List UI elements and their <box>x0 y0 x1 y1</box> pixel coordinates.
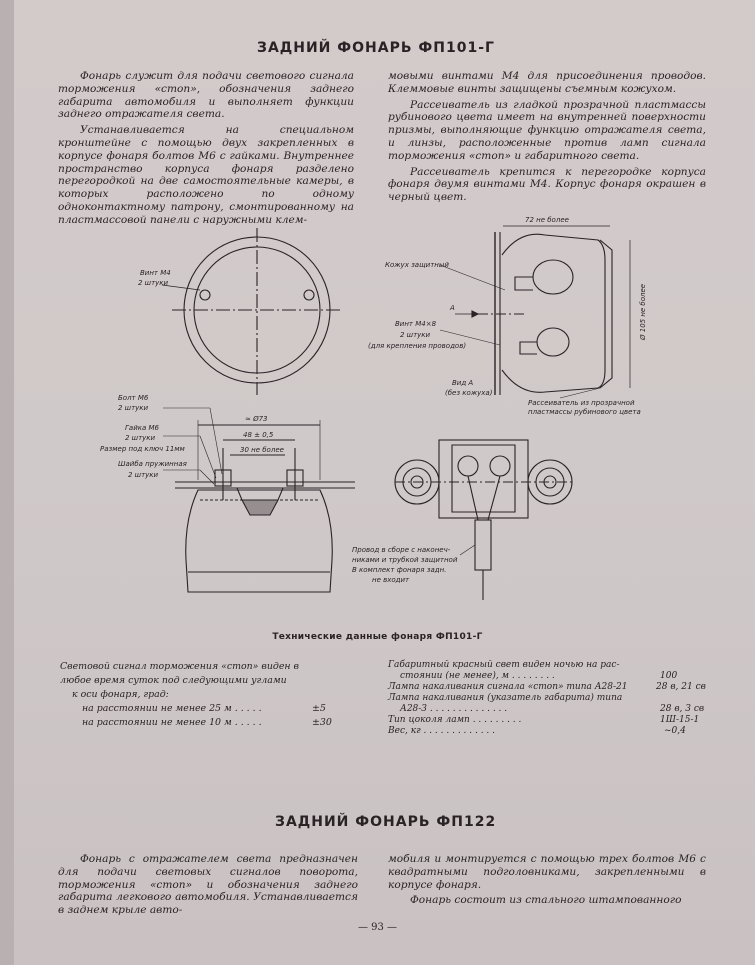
paragraph: Рассеиватель из гладкой прозрачной пластмассы рубинового цвета имеет на внутренней поверхности призмы, выполняющие функцию отражателя света, и линзы, расположенные против ламп сигнала торможения «стоп» и габаритного света. <box>388 98 706 162</box>
spec-value: 1Ш-15-1 <box>660 715 700 725</box>
spec-line: к оси фонаря, град: <box>72 689 169 700</box>
spec-value: ~0,4 <box>664 726 686 736</box>
label-view-a-arrow: А <box>450 304 455 312</box>
label-wrench-size: Размер под ключ 11мм <box>100 445 185 453</box>
spec-line: Световой сигнал торможения «стоп» виден в <box>60 661 299 672</box>
label-qty: 2 штуки <box>138 279 169 287</box>
label-wire: Провод в сборе с наконеч- <box>352 546 451 554</box>
spec-row <box>388 704 718 715</box>
specs-right <box>388 660 718 737</box>
dimension-105: Ø 105 не более <box>639 283 647 340</box>
label-wire-mount: (для крепления проводов) <box>368 342 467 350</box>
label-shaiba: Шайба пружинная <box>118 460 187 468</box>
label-vint-m4x8: Винт М4×8 <box>395 320 437 328</box>
spec-value: 28 в, 3 св <box>660 704 705 714</box>
spec-label: А28-3 . . . . . . . . . . . . . . <box>400 704 508 714</box>
label-qty: 2 штуки <box>118 404 149 412</box>
spec-label: на расстоянии не менее 10 м . . . . . <box>82 717 262 728</box>
spec-label: Лампа накаливания сигнала «стоп» типа А28-21 <box>388 682 628 692</box>
view-a <box>395 440 572 600</box>
label-qty: 2 штуки <box>400 331 431 339</box>
spec-row <box>60 702 350 716</box>
paragraph: мовыми винтами М4 для присоединения проводов. Клеммовые винты защищены съемным кожухом. <box>388 70 706 95</box>
spec-row <box>388 682 718 693</box>
dimension-72: 72 не более <box>525 216 569 224</box>
dimension-30: 30 не более <box>240 446 284 454</box>
dimension-48: 48 ± 0,5 <box>243 431 274 439</box>
spec-value: 100 <box>660 671 678 681</box>
label-qty: 2 штуки <box>128 471 159 479</box>
spec-line: Лампа накаливания (указатель габарита) типа <box>388 693 623 703</box>
spec-row <box>388 671 718 682</box>
label-wire: В комплект фонаря задн. <box>352 566 447 574</box>
paragraph: Фонарь состоит из стального штампованного <box>410 894 682 907</box>
paragraph: Устанавливается на специальном кронштейне с помощью двух закрепленных в корпусе фонаря болтов М6 с гайками. Внутреннее пространство корпуса фонаря разделено перегородкой на две самостоятельные камеры, в которых расположено по одному одноконтактному патрону, смонтированному на пластмассовой панели с наружными клем- <box>58 124 354 226</box>
profile-view <box>440 226 630 398</box>
spec-label: стоянии (не менее), м . . . . . . . . <box>400 671 555 681</box>
section2-right-text <box>388 853 706 910</box>
label-qty: 2 штуки <box>125 434 156 442</box>
spec-value: 28 в, 21 св <box>656 682 706 692</box>
paragraph: мобиля и монтируется с помощью трех болтов М6 с квадратными подголовниками, закрепленными в корпусе фонаря. <box>388 853 706 891</box>
label-wire: не входит <box>372 576 410 584</box>
spec-line: любое время суток под следующими углами <box>60 675 287 686</box>
spec-row <box>388 715 718 726</box>
spec-row <box>60 716 350 730</box>
label-kozhukh: Кожух защитный <box>385 261 449 269</box>
spec-label: Тип цоколя ламп . . . . . . . . . <box>388 715 522 725</box>
section2-left-text <box>58 853 358 920</box>
label-gaika: Гайка М6 <box>125 424 159 432</box>
spec-line: Габаритный красный свет виден ночью на рас- <box>388 660 620 670</box>
spec-label: на расстоянии не менее 25 м . . . . . <box>82 703 262 714</box>
label-vid-a: Вид А <box>452 379 474 387</box>
label-lens: пластмассы рубинового цвета <box>528 408 641 416</box>
label-no-cover: (без кожуха) <box>445 389 493 397</box>
label-vint-m4: Винт М4 <box>140 269 171 277</box>
figure-caption: Технические данные фонаря ФП101-Г <box>272 632 483 642</box>
spec-label: Вес, кг . . . . . . . . . . . . . <box>388 726 496 736</box>
label-bolt-m6: Болт М6 <box>118 394 149 402</box>
front-view <box>162 228 342 395</box>
spec-value: ±5 <box>312 703 326 714</box>
section-title-fp122: ЗАДНИЙ ФОНАРЬ ФП122 <box>275 814 497 830</box>
dimension-73: ≈ Ø73 <box>245 415 268 423</box>
page-number: — 93 — <box>357 922 398 933</box>
label-lens: Рассеиватель из прозрачной <box>528 399 635 407</box>
section-title-fp101: ЗАДНИЙ ФОНАРЬ ФП101-Г <box>257 40 495 56</box>
spec-value: ±30 <box>312 717 332 728</box>
label-wire: никами и трубкой защитной <box>352 556 458 564</box>
paragraph: Фонарь служит для подачи светового сигнала торможения «стоп», обозначения заднего габарита автомобиля и выполняет функции заднего отражателя света. <box>58 70 354 121</box>
spec-row <box>388 726 718 737</box>
paragraph: Рассеиватель крепится к перегородке корпуса фонаря двумя винтами М4. Корпус фонаря окрашен в черный цвет. <box>388 165 706 204</box>
paragraph: Фонарь с отражателем света предназначен для подачи световых сигналов поворота, торможения «стоп» и обозначения заднего габарита легкового автомобиля. Устанавливается в заднем крыле авто- <box>58 853 358 917</box>
specs-left <box>60 660 350 730</box>
